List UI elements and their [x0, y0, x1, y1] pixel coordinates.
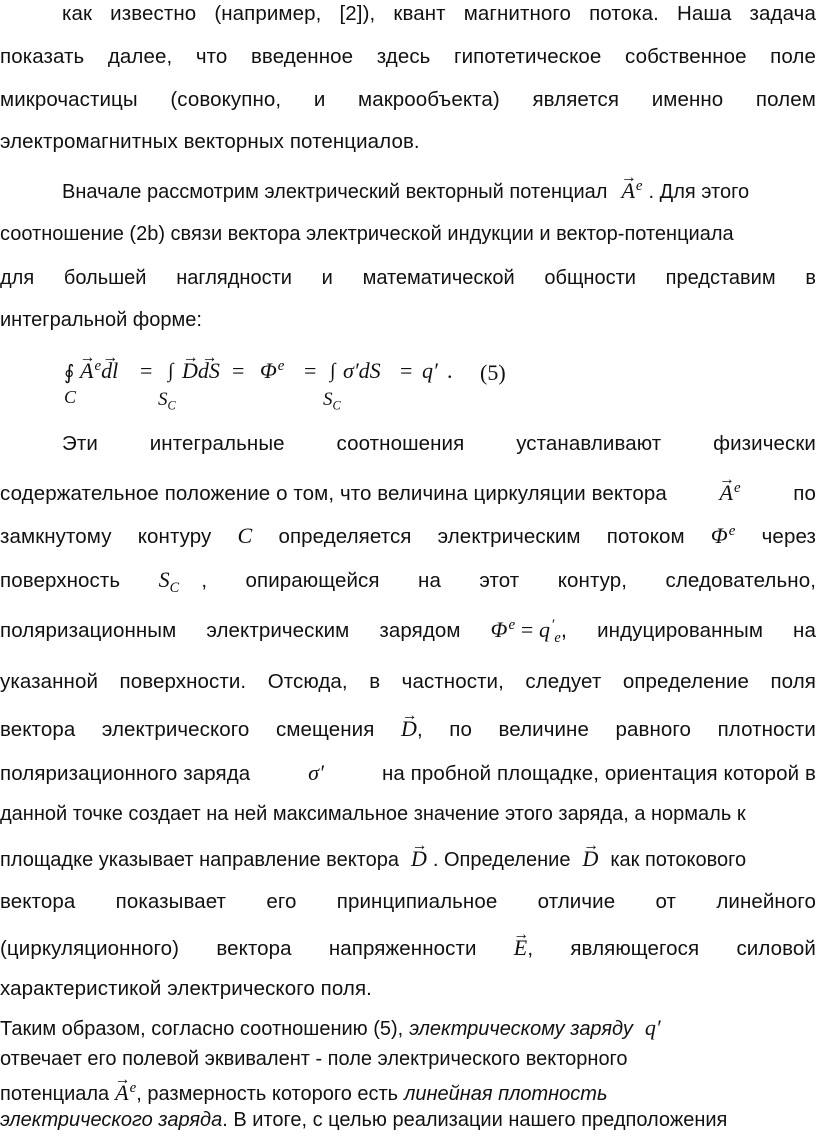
p3-line-12 [0, 935, 816, 961]
symbol-S: S [323, 389, 333, 410]
word: принципиальное [336, 890, 498, 913]
superscript-e: e [94, 358, 102, 374]
text: отвечает его полевой эквивалент - поле электрического векторного [0, 1048, 628, 1070]
word: поле [770, 45, 816, 68]
word: большей [63, 267, 147, 289]
word: (например, [214, 2, 322, 25]
text: данной точке создает на ней максимальное значение этого заряда, а нормаль к [0, 803, 746, 825]
vector-A-e [621, 178, 642, 204]
text: на пробной площадке, ориентация которой в [381, 762, 816, 785]
symbol-A: → A [80, 358, 93, 384]
equation-number: (5) [480, 360, 506, 385]
D-group [401, 716, 423, 742]
word: индуцированным [597, 619, 764, 643]
symbol-q-prime: q′ [422, 358, 438, 383]
p4-line-3 [0, 1080, 816, 1106]
word: замкнутому [0, 525, 112, 549]
subscript-C: C [169, 580, 180, 596]
sigma-dS: σ′dS [343, 358, 381, 383]
word: по [449, 718, 472, 741]
word: макрообъекта) [358, 88, 500, 111]
p2-line-1 [0, 178, 816, 204]
word: представим [665, 267, 776, 289]
word: его [266, 890, 297, 913]
word: математической [362, 267, 515, 289]
integral-sign: ∫ [168, 360, 174, 382]
text: , размерность которого есть [136, 1083, 399, 1106]
word: задача [749, 2, 816, 25]
p1-line-3 [0, 88, 816, 112]
equals-sign: = [400, 358, 413, 383]
word: отличие [537, 890, 616, 913]
superscript-e: e [728, 523, 736, 539]
text: Таким образом, согласно соотношению (5), [0, 1018, 404, 1040]
text: характеристикой электрического поля. [0, 977, 372, 1000]
word: именно [651, 88, 724, 111]
word: потока. [589, 2, 659, 25]
word: устанавливают [516, 432, 662, 455]
text: содержательное положение о том, что величина циркуляции вектора [0, 482, 667, 506]
contour-integral-sign: ∮ [64, 362, 75, 384]
word: на [418, 569, 441, 592]
subscript-e: e [554, 630, 561, 647]
word: потоком [606, 525, 685, 549]
word: магнитного [463, 2, 572, 25]
symbol-D: → D [401, 716, 417, 742]
p3-line-1 [0, 432, 816, 456]
vector-A-e [115, 1080, 136, 1106]
text: . В итоге, с целью реализации нашего предположения [222, 1109, 728, 1131]
word: определяется [278, 525, 412, 549]
word: далее, [107, 45, 173, 68]
p4-line-2 [0, 1048, 816, 1071]
word: электрическим [206, 619, 350, 643]
p3-line-9 [0, 803, 816, 826]
integral-limit-C: C [64, 387, 77, 407]
word: контуру [137, 525, 212, 549]
word: является [532, 88, 620, 111]
italic-text: электрическому заряду [409, 1018, 633, 1040]
symbol-q-prime: q′ [644, 1015, 661, 1040]
text: . Определение [432, 849, 571, 871]
word: указанной [0, 670, 99, 693]
word: физически [713, 432, 816, 455]
italic-text: электрического заряда [0, 1109, 223, 1131]
text: соотношение (2b) связи вектора электрической индукции и вектор-потенциала [0, 223, 734, 245]
word: и [313, 88, 326, 111]
text: площадке указывает направление вектора [0, 849, 399, 871]
text: интегральной форме: [0, 309, 202, 331]
symbol-sigma-prime: σ′ [308, 760, 325, 785]
symbol-Phi: Φ [490, 617, 508, 643]
word: от [655, 890, 677, 913]
word: микрочастицы [0, 88, 138, 111]
comma: , [527, 937, 534, 960]
symbol-S-C [158, 567, 180, 596]
word: квант [393, 2, 446, 25]
word: гипотетическое [454, 45, 602, 68]
word: показать [0, 45, 85, 68]
word: здесь [376, 45, 431, 68]
symbol-A: → A [621, 178, 634, 204]
equals-sign: = [520, 617, 534, 643]
p3-line-4 [0, 567, 816, 597]
p1-line-2 [0, 45, 816, 69]
text: как потокового [610, 849, 747, 871]
word: Отсюда, [267, 670, 348, 693]
word: полем [755, 88, 816, 111]
word: являющегося [570, 937, 700, 960]
word: что [195, 45, 228, 68]
equation-5 [0, 352, 816, 422]
equals-sign: = [232, 358, 245, 383]
word: поля [770, 670, 816, 693]
word: вектора [0, 718, 76, 741]
word: смещения [275, 718, 375, 741]
word: в [805, 267, 816, 289]
p3-line-3 [0, 523, 816, 549]
p2-line-2 [0, 223, 816, 246]
superscript-e: e [635, 178, 643, 194]
word: в [369, 670, 381, 693]
word: силовой [736, 937, 816, 960]
word: для [0, 267, 35, 289]
symbol-dl: → dl [101, 358, 118, 384]
word: напряженности [328, 937, 477, 960]
symbol-Phi: Φ [710, 523, 728, 549]
symbol-A: → A [115, 1080, 128, 1106]
p2-line-3 [0, 267, 816, 290]
word: поверхности. [119, 670, 247, 693]
p3-line-8 [0, 760, 816, 786]
text: потенциала [0, 1083, 110, 1106]
comma: , [201, 569, 208, 592]
superscript-e: e [277, 358, 285, 374]
word: вектора [0, 890, 76, 913]
symbol-Phi: Φ [260, 358, 277, 384]
p3-line-7 [0, 716, 816, 742]
word: Наша [677, 2, 732, 25]
integral-limit-S-C [158, 389, 176, 413]
word: (совокупно, [170, 88, 282, 111]
equals-sign: = [140, 358, 153, 383]
Phi-e [711, 523, 736, 549]
superscript-e: e [734, 480, 741, 496]
word: зарядом [379, 619, 461, 643]
word: электрическим [437, 525, 581, 549]
symbol-E: → E [514, 935, 528, 961]
word: интегральные [149, 432, 285, 455]
word: (циркуляционного) [0, 937, 180, 960]
word: показывает [115, 890, 227, 913]
symbol-C: C [237, 523, 253, 549]
word: вектора [216, 937, 292, 960]
text: поляризационного заряда [0, 762, 251, 785]
word: через [761, 525, 816, 549]
p1-line-1 [0, 2, 816, 26]
word: электрического [101, 718, 250, 741]
word: Эти [62, 432, 98, 455]
word: введенное [250, 45, 354, 68]
word: соотношения [336, 432, 465, 455]
symbol-q: q [538, 617, 551, 643]
p4-line-1 [0, 1015, 816, 1041]
prime: ′ [551, 617, 555, 633]
symbol-S: S [158, 389, 168, 410]
word: собственное [624, 45, 747, 68]
equals-sign: = [304, 358, 317, 383]
superscript-e: e [508, 617, 516, 633]
comma: , [560, 617, 568, 643]
p3-line-10 [0, 846, 816, 872]
word: следует [525, 670, 602, 693]
integral-limit-S-C [323, 389, 341, 413]
word: контур, [557, 569, 628, 592]
subscript-C: C [167, 398, 176, 413]
superscript-e: e [129, 1080, 137, 1096]
word: частности, [401, 670, 504, 693]
word: величине [498, 718, 589, 741]
word: общности [544, 267, 636, 289]
p3-line-11 [0, 890, 816, 914]
word: как [62, 2, 93, 25]
p2-line-4 [0, 309, 816, 332]
word: поляризационным [0, 619, 177, 643]
word: равного [615, 718, 692, 741]
symbol-A: → A [719, 480, 733, 506]
italic-text: линейная плотность [404, 1083, 608, 1106]
period: . [447, 358, 453, 383]
word: и [321, 267, 333, 289]
p3-line-2 [0, 480, 816, 506]
word: опирающейся [245, 569, 380, 592]
word: линейного [716, 890, 816, 913]
Phi-e [260, 358, 284, 384]
subscript-C: C [332, 398, 341, 413]
symbol-S: S [158, 567, 170, 592]
S-C-group [159, 567, 208, 597]
p3-line-13 [0, 977, 816, 1001]
word: определение [622, 670, 749, 693]
symbol-D: → D [182, 358, 198, 384]
Phi-e-equals-q-e [491, 617, 568, 647]
integral-sign: ∫ [330, 360, 336, 382]
vector-A-e [719, 480, 740, 506]
word: [2]), [339, 2, 376, 25]
D-dS [182, 358, 220, 384]
symbol-D: → D [411, 846, 427, 872]
E-group [514, 935, 533, 961]
text: . Для этого [648, 181, 750, 204]
p3-line-5 [0, 617, 816, 647]
word: поверхность [0, 569, 121, 592]
p3-line-6 [0, 670, 816, 694]
word: известно [110, 2, 197, 25]
text: электромагнитных векторных потенциалов. [0, 130, 420, 153]
A-e-dl [80, 358, 118, 384]
word: по [793, 482, 816, 506]
p4-line-4 [0, 1109, 816, 1132]
word: на [793, 619, 816, 643]
text: Вначале рассмотрим электрический векторный потенциал [62, 181, 608, 204]
comma: , [416, 718, 423, 741]
symbol-D: → D [582, 846, 598, 872]
word: наглядности [176, 267, 292, 289]
symbol-dS: → dS [198, 358, 220, 384]
word: плотности [717, 718, 816, 741]
p1-line-4 [0, 130, 816, 154]
word: этот [479, 569, 520, 592]
word: следовательно, [665, 569, 816, 592]
